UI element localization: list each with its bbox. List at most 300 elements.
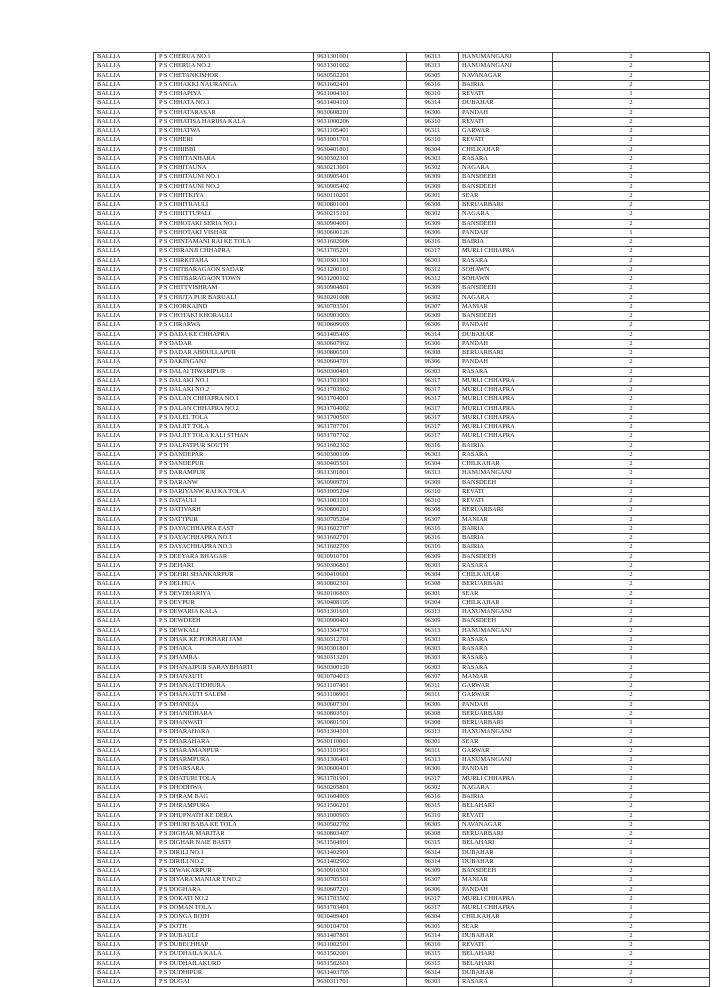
table-row (94, 802, 710, 811)
block-code-cell: 96317 (407, 395, 459, 404)
block-name-cell: PANDAH (459, 108, 553, 117)
block-name-cell: BERUARBARI (459, 580, 553, 589)
block-code-cell: 96309 (407, 182, 459, 191)
table-row (94, 423, 710, 432)
station-name-cell: P S CHHOTAKI SERIA NO.1 (156, 219, 314, 228)
block-code-cell: 96304 (407, 145, 459, 154)
table-row (94, 182, 710, 191)
count-cell: 2 (553, 515, 710, 524)
district-cell: BALLIA (94, 571, 156, 580)
station-name-cell: P S CHINTAMANI RAI KE TOLA (156, 238, 314, 247)
count-cell: 2 (553, 62, 710, 71)
table-row (94, 950, 710, 959)
block-name-cell: DUBAHAR (459, 330, 553, 339)
station-name-cell: P S DHANEJA (156, 700, 314, 709)
station-code-cell: 9630405501 (314, 460, 407, 469)
station-name-cell: P S DHANIDHARA (156, 709, 314, 718)
block-name-cell: BANSDEEH (459, 284, 553, 293)
count-cell: 2 (553, 256, 710, 265)
table-row (94, 321, 710, 330)
table-row (94, 719, 710, 728)
station-code-cell: 9630607902 (314, 339, 407, 348)
station-code-cell: 9631004301 (314, 90, 407, 99)
district-cell: BALLIA (94, 691, 156, 700)
station-name-cell: P S CHHITAUNI NO.1 (156, 173, 314, 182)
block-code-cell: 96316 (407, 238, 459, 247)
block-name-cell: CHILKAHAR (459, 460, 553, 469)
block-name-cell: BANSDEEH (459, 312, 553, 321)
block-name-cell: REVATI (459, 487, 553, 496)
block-name-cell: HANUMANGANJ (459, 626, 553, 635)
table-row (94, 728, 710, 737)
count-cell: 2 (553, 728, 710, 737)
count-cell: 2 (553, 867, 710, 876)
table-row (94, 543, 710, 552)
station-code-cell: 9630904001 (314, 219, 407, 228)
count-cell: 2 (553, 460, 710, 469)
station-code-cell: 9631701901 (314, 774, 407, 783)
district-cell: BALLIA (94, 164, 156, 173)
block-code-cell: 96306 (407, 228, 459, 237)
block-name-cell: GARWAR (459, 691, 553, 700)
count-cell: 2 (553, 617, 710, 626)
count-cell: 2 (553, 487, 710, 496)
station-code-cell: 9631301002 (314, 62, 407, 71)
block-code-cell: 96314 (407, 857, 459, 866)
station-code-cell: 9631301801 (314, 469, 407, 478)
station-name-cell: P S DALEL TOLA (156, 413, 314, 422)
count-cell: 2 (553, 857, 710, 866)
count-cell: 1 (553, 228, 710, 237)
district-cell: BALLIA (94, 885, 156, 894)
block-code-cell: 96308 (407, 719, 459, 728)
block-code-cell: 96309 (407, 284, 459, 293)
district-cell: BALLIA (94, 626, 156, 635)
table-row (94, 71, 710, 80)
station-code-cell: 9631707701 (314, 423, 407, 432)
district-cell: BALLIA (94, 219, 156, 228)
block-name-cell: BAIRIA (459, 543, 553, 552)
station-code-cell: 9631407801 (314, 931, 407, 940)
district-cell: BALLIA (94, 867, 156, 876)
count-cell: 2 (553, 99, 710, 108)
station-code-cell: 9631404101 (314, 99, 407, 108)
station-code-cell: 9630104701 (314, 922, 407, 931)
station-name-cell: P S DAKINGANJ (156, 358, 314, 367)
block-name-cell: MURLI CHHAPRA (459, 894, 553, 903)
table-row (94, 839, 710, 848)
table-row (94, 506, 710, 515)
block-name-cell: DUBAHAR (459, 848, 553, 857)
station-name-cell: P S DHURI BABA KE TOLA (156, 820, 314, 829)
district-cell: BALLIA (94, 62, 156, 71)
table-row (94, 515, 710, 524)
station-code-cell: 9630607301 (314, 700, 407, 709)
count-cell: 2 (553, 497, 710, 506)
district-cell: BALLIA (94, 941, 156, 950)
district-cell: BALLIA (94, 108, 156, 117)
count-cell: 2 (553, 219, 710, 228)
station-name-cell: P S CHIUTA PUR BARUALI (156, 293, 314, 302)
table-row (94, 765, 710, 774)
count-cell: 1 (553, 848, 710, 857)
block-code-cell: 96315 (407, 959, 459, 968)
station-code-cell: 9631101901 (314, 746, 407, 755)
block-code-cell: 96313 (407, 62, 459, 71)
district-cell: BALLIA (94, 802, 156, 811)
table-row (94, 404, 710, 413)
block-code-cell: 96317 (407, 247, 459, 256)
block-name-cell: RASARA (459, 645, 553, 654)
count-cell: 1 (553, 719, 710, 728)
station-name-cell: P S DHANAUTI (156, 672, 314, 681)
district-cell: BALLIA (94, 654, 156, 663)
count-cell: 2 (553, 53, 710, 62)
count-cell: 2 (553, 635, 710, 644)
block-code-cell: 96302 (407, 210, 459, 219)
station-name-cell: P S DELHUA (156, 580, 314, 589)
block-name-cell: RASARA (459, 561, 553, 570)
station-code-cell: 9630607201 (314, 885, 407, 894)
station-name-cell: P S DIWAKARPUR (156, 867, 314, 876)
station-code-cell: 9630313201 (314, 654, 407, 663)
block-name-cell: PANDAH (459, 700, 553, 709)
district-cell: BALLIA (94, 561, 156, 570)
station-code-cell: 9631703502 (314, 894, 407, 903)
block-name-cell: REVATI (459, 811, 553, 820)
district-cell: BALLIA (94, 441, 156, 450)
district-cell: BALLIA (94, 737, 156, 746)
district-cell: BALLIA (94, 978, 156, 987)
block-code-cell: 96312 (407, 265, 459, 274)
block-code-cell: 96313 (407, 53, 459, 62)
district-cell: BALLIA (94, 894, 156, 903)
district-cell: BALLIA (94, 302, 156, 311)
block-name-cell: RASARA (459, 154, 553, 163)
count-cell: 2 (553, 783, 710, 792)
station-name-cell: P S DIYARA MANIAR T.NO.2 (156, 876, 314, 885)
table-row (94, 672, 710, 681)
station-name-cell: P S DONGA BOJH (156, 913, 314, 922)
block-name-cell: MURLI CHHAPRA (459, 423, 553, 432)
count-cell: 2 (553, 275, 710, 284)
table-row (94, 820, 710, 829)
table-row (94, 589, 710, 598)
station-name-cell: P S DADAR ABDULLAPUR (156, 349, 314, 358)
block-name-cell: DUBAHAR (459, 968, 553, 977)
station-name-cell: P S CHERUA NO.1 (156, 53, 314, 62)
district-cell: BALLIA (94, 90, 156, 99)
table-row (94, 968, 710, 977)
count-cell: 2 (553, 978, 710, 987)
block-name-cell: BERUARBARI (459, 830, 553, 839)
count-cell: 2 (553, 839, 710, 848)
block-name-cell: MURLI CHHAPRA (459, 376, 553, 385)
district-cell: BALLIA (94, 358, 156, 367)
station-code-cell: 9631502601 (314, 959, 407, 968)
district-cell: BALLIA (94, 210, 156, 219)
table-row (94, 571, 710, 580)
district-cell: BALLIA (94, 330, 156, 339)
count-cell: 2 (553, 312, 710, 321)
block-code-cell: 96308 (407, 349, 459, 358)
table-row (94, 164, 710, 173)
district-cell: BALLIA (94, 904, 156, 913)
table-row (94, 497, 710, 506)
block-code-cell: 96306 (407, 321, 459, 330)
station-name-cell: P S DADA KE CHHAPRA (156, 330, 314, 339)
table-row (94, 663, 710, 672)
district-cell: BALLIA (94, 793, 156, 802)
count-cell: 2 (553, 164, 710, 173)
count-cell: 2 (553, 672, 710, 681)
district-cell: BALLIA (94, 608, 156, 617)
table-row (94, 228, 710, 237)
block-code-cell: 96308 (407, 709, 459, 718)
station-code-cell: 9630215101 (314, 210, 407, 219)
district-cell: BALLIA (94, 774, 156, 783)
station-name-cell: P S CHHITTUPALI (156, 210, 314, 219)
count-cell: 2 (553, 765, 710, 774)
station-code-cell: 9631602707 (314, 524, 407, 533)
district-cell: BALLIA (94, 580, 156, 589)
block-name-cell: GARWAR (459, 746, 553, 755)
district-cell: BALLIA (94, 756, 156, 765)
block-name-cell: DUBAHAR (459, 931, 553, 940)
block-name-cell: MURLI CHHAPRA (459, 413, 553, 422)
block-code-cell: 96302 (407, 783, 459, 792)
station-name-cell: P S DHARAHARA (156, 737, 314, 746)
block-code-cell: 96311 (407, 682, 459, 691)
count-cell: 2 (553, 238, 710, 247)
station-code-cell: 9630609003 (314, 321, 407, 330)
station-name-cell: P S CHIRANJI CHHAPRA (156, 247, 314, 256)
block-name-cell: RASARA (459, 635, 553, 644)
block-name-cell: BANSDEEH (459, 173, 553, 182)
district-cell: BALLIA (94, 682, 156, 691)
station-name-cell: P S DHUPNATH KE DERA (156, 811, 314, 820)
station-code-cell: 9630106803 (314, 589, 407, 598)
table-row (94, 413, 710, 422)
table-row (94, 247, 710, 256)
block-code-cell: 96306 (407, 765, 459, 774)
table-row (94, 700, 710, 709)
district-cell: BALLIA (94, 922, 156, 931)
station-code-cell: 9630306801 (314, 561, 407, 570)
district-cell: BALLIA (94, 469, 156, 478)
station-code-cell: 9630205801 (314, 783, 407, 792)
district-cell: BALLIA (94, 154, 156, 163)
district-cell: BALLIA (94, 312, 156, 321)
block-name-cell: BAIRIA (459, 793, 553, 802)
count-cell: 2 (553, 941, 710, 950)
block-name-cell: MURLI CHHAPRA (459, 432, 553, 441)
block-code-cell: 96306 (407, 885, 459, 894)
station-name-cell: P S DOTH (156, 922, 314, 931)
station-name-cell: P S DIGHAR NAIE BASTI (156, 839, 314, 848)
station-name-cell: P S DHARAMANPUR (156, 746, 314, 755)
count-cell: 2 (553, 349, 710, 358)
station-code-cell: 9630301801 (314, 645, 407, 654)
block-code-cell: 96301 (407, 589, 459, 598)
table-row (94, 654, 710, 663)
block-name-cell: SEAR (459, 191, 553, 200)
count-cell: 2 (553, 423, 710, 432)
block-code-cell: 96310 (407, 941, 459, 950)
district-cell: BALLIA (94, 598, 156, 607)
table-row (94, 265, 710, 274)
district-cell: BALLIA (94, 552, 156, 561)
station-name-cell: P S CHHAPIYA (156, 90, 314, 99)
count-cell: 2 (553, 682, 710, 691)
district-cell: BALLIA (94, 543, 156, 552)
station-name-cell: P S DANDEPAR (156, 450, 314, 459)
count-cell: 2 (553, 608, 710, 617)
block-name-cell: HANUMANGANJ (459, 469, 553, 478)
station-code-cell: 9630803407 (314, 830, 407, 839)
block-name-cell: HANUMANGANJ (459, 608, 553, 617)
block-name-cell: HANUMANGANJ (459, 53, 553, 62)
block-code-cell: 96311 (407, 127, 459, 136)
district-cell: BALLIA (94, 645, 156, 654)
station-code-cell: 9630300120 (314, 663, 407, 672)
count-cell: 2 (553, 922, 710, 931)
district-cell: BALLIA (94, 487, 156, 496)
count-cell: 2 (553, 885, 710, 894)
table-row (94, 931, 710, 940)
table-row (94, 682, 710, 691)
station-code-cell: 9631000206 (314, 117, 407, 126)
district-cell: BALLIA (94, 811, 156, 820)
station-code-cell: 9631000903 (314, 811, 407, 820)
district-cell: BALLIA (94, 367, 156, 376)
station-name-cell: P S DATAULI (156, 497, 314, 506)
station-name-cell: P S CHORKAIND (156, 302, 314, 311)
table-row (94, 959, 710, 968)
station-code-cell: 9630910701 (314, 552, 407, 561)
block-name-cell: MURLI CHHAPRA (459, 404, 553, 413)
count-cell: 2 (553, 358, 710, 367)
station-code-cell: 9630703501 (314, 302, 407, 311)
block-name-cell: CHILKAHAR (459, 571, 553, 580)
block-code-cell: 96301 (407, 191, 459, 200)
block-name-cell: HANUMANGANJ (459, 728, 553, 737)
block-name-cell: BELAHARI (459, 959, 553, 968)
block-code-cell: 96307 (407, 672, 459, 681)
table-row (94, 376, 710, 385)
block-code-cell: 96310 (407, 497, 459, 506)
station-name-cell: P S CHITBARAGAON SADAR (156, 265, 314, 274)
station-code-cell: 9630312701 (314, 635, 407, 644)
district-cell: BALLIA (94, 460, 156, 469)
block-name-cell: BELAHARI (459, 802, 553, 811)
station-name-cell: P S DUBECHHAP (156, 941, 314, 950)
station-code-cell: 9631704001 (314, 395, 407, 404)
block-code-cell: 96304 (407, 460, 459, 469)
block-code-cell: 96317 (407, 413, 459, 422)
district-cell: BALLIA (94, 99, 156, 108)
station-code-cell: 9631301601 (314, 608, 407, 617)
block-code-cell: 96310 (407, 136, 459, 145)
block-name-cell: GARWAR (459, 127, 553, 136)
table-row (94, 136, 710, 145)
block-code-cell: 96316 (407, 80, 459, 89)
block-code-cell: 96304 (407, 598, 459, 607)
count-cell: 2 (553, 700, 710, 709)
station-code-cell: 9630301301 (314, 256, 407, 265)
station-code-cell: 9631200102 (314, 275, 407, 284)
station-code-cell: 9630300401 (314, 367, 407, 376)
block-code-cell: 96316 (407, 793, 459, 802)
district-cell: BALLIA (94, 321, 156, 330)
station-code-cell: 9630903003 (314, 312, 407, 321)
station-name-cell: P S DATTPUR (156, 515, 314, 524)
district-cell: BALLIA (94, 182, 156, 191)
count-cell: 2 (553, 173, 710, 182)
block-code-cell: 96303 (407, 450, 459, 459)
table-row (94, 441, 710, 450)
table-row (94, 312, 710, 321)
count-cell: 2 (553, 413, 710, 422)
block-code-cell: 96317 (407, 904, 459, 913)
block-code-cell: 96310 (407, 487, 459, 496)
block-name-cell: REVATI (459, 136, 553, 145)
block-name-cell: BERUARBARI (459, 506, 553, 515)
count-cell: 2 (553, 117, 710, 126)
station-name-cell: P S DALJIT TOLA KALI STHAN (156, 432, 314, 441)
district-cell: BALLIA (94, 857, 156, 866)
count-cell: 2 (553, 663, 710, 672)
station-code-cell: 9631700503 (314, 413, 407, 422)
block-name-cell: BAIRIA (459, 238, 553, 247)
block-name-cell: BANSDEEH (459, 182, 553, 191)
table-row (94, 635, 710, 644)
district-cell: BALLIA (94, 728, 156, 737)
block-code-cell: 96311 (407, 746, 459, 755)
block-name-cell: DUBAHAR (459, 99, 553, 108)
station-name-cell: P S DEVPUR (156, 598, 314, 607)
count-cell: 2 (553, 302, 710, 311)
block-name-cell: PANDAH (459, 885, 553, 894)
block-name-cell: PANDAH (459, 339, 553, 348)
table-row (94, 460, 710, 469)
block-name-cell: MURLI CHHAPRA (459, 774, 553, 783)
district-cell: BALLIA (94, 515, 156, 524)
block-code-cell: 96315 (407, 839, 459, 848)
district-cell: BALLIA (94, 80, 156, 89)
block-code-cell: 96302 (407, 164, 459, 173)
district-cell: BALLIA (94, 395, 156, 404)
station-code-cell: 9630311701 (314, 978, 407, 987)
district-cell: BALLIA (94, 53, 156, 62)
district-cell: BALLIA (94, 783, 156, 792)
district-cell: BALLIA (94, 876, 156, 885)
block-code-cell: 96301 (407, 737, 459, 746)
table-row (94, 191, 710, 200)
station-code-cell: 9630910301 (314, 867, 407, 876)
district-cell: BALLIA (94, 117, 156, 126)
block-name-cell: MURLI CHHAPRA (459, 395, 553, 404)
table-row (94, 210, 710, 219)
count-cell: 2 (553, 950, 710, 959)
block-code-cell: 96317 (407, 376, 459, 385)
district-cell: BALLIA (94, 376, 156, 385)
station-code-cell: 9631703901 (314, 376, 407, 385)
station-code-cell: 9631001701 (314, 136, 407, 145)
count-cell: 2 (553, 524, 710, 533)
district-cell: BALLIA (94, 413, 156, 422)
count-cell: 2 (553, 589, 710, 598)
